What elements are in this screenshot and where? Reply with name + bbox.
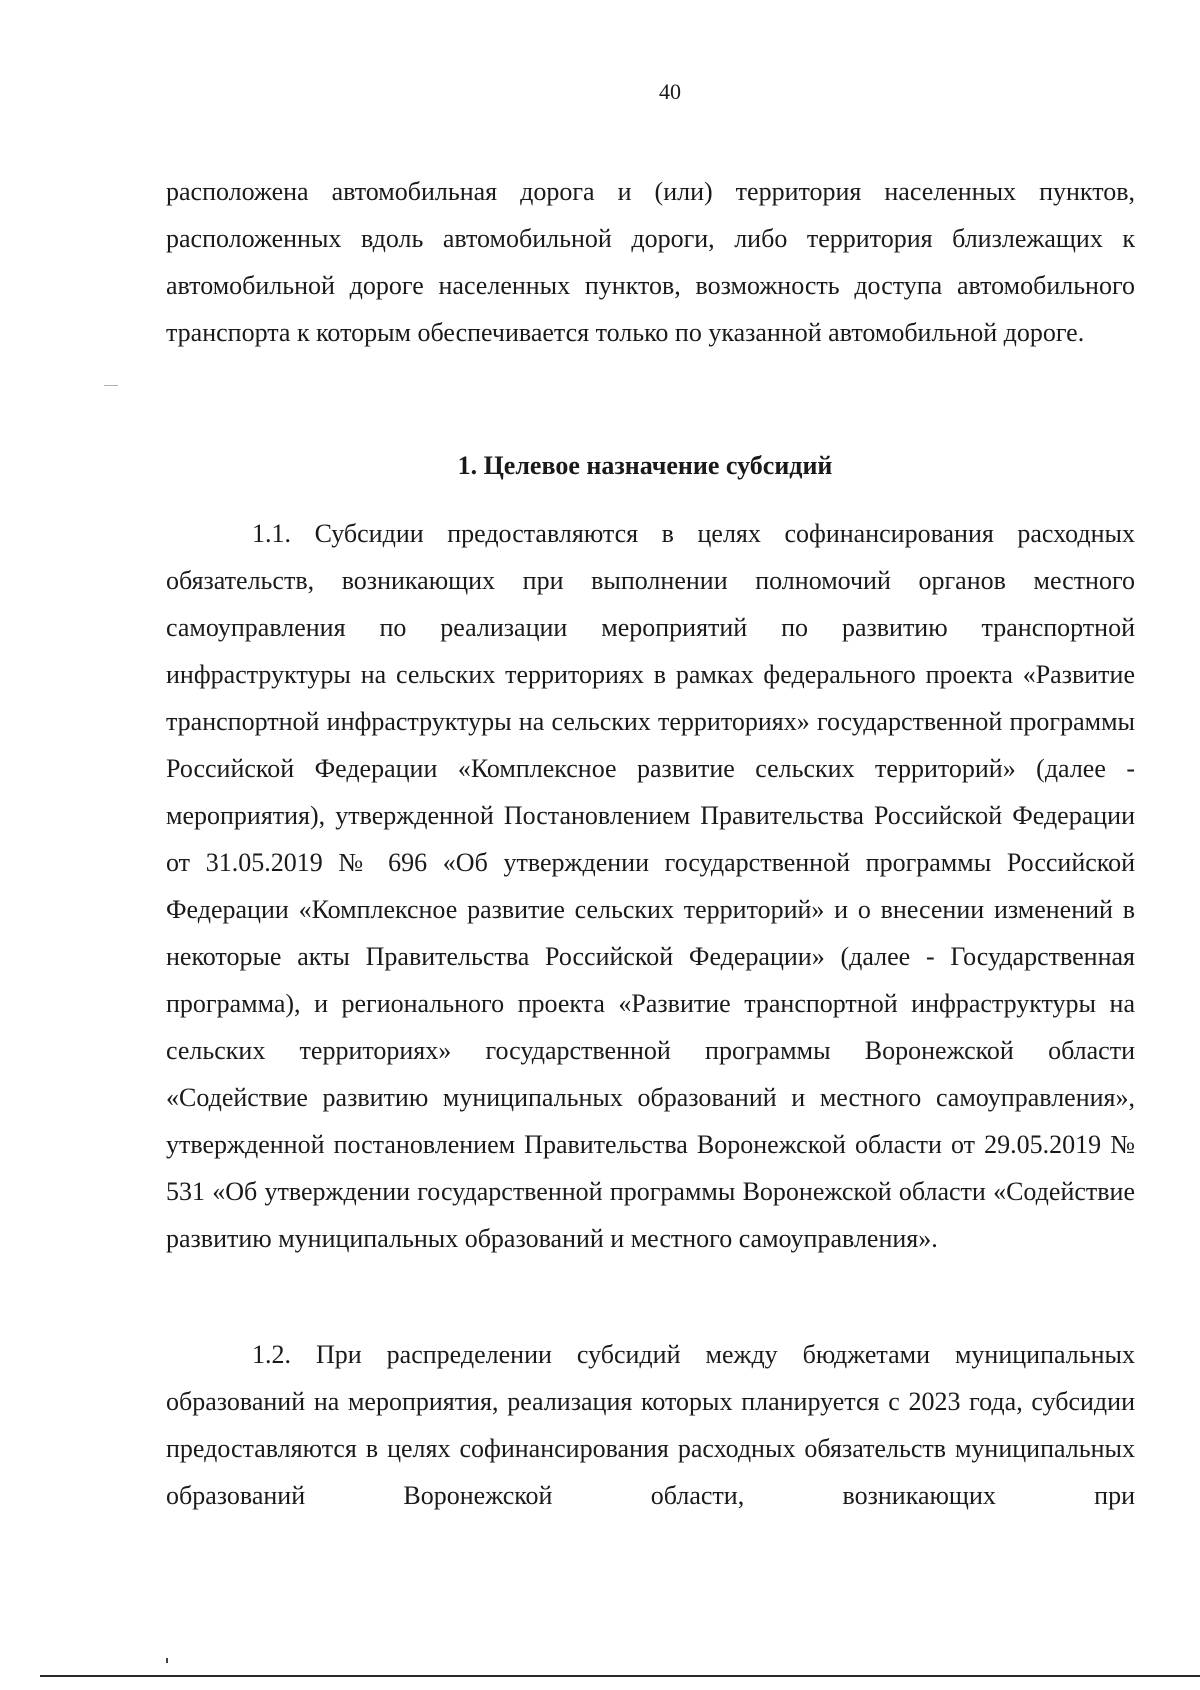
page-bottom-edge bbox=[40, 1675, 1200, 1677]
paragraph-1-2: 1.2. При распределении субсидий между бюджетами муниципальных образований на мероприятия, реализация которых планируется с 2023 года, субсидии предоставляются в целях софинансирования расходных обязательств муниципальных образований Воронежской области, возникающих при bbox=[166, 1340, 1135, 1510]
intro-paragraph: расположена автомобильная дорога и (или) территория населенных пунктов, расположенных вдоль автомобильной дороги, либо территория близлежащих к автомобильной дороге населенных пунктов, возможность доступа автомобильного транспорта к которым обеспечивается только по указанной автомобильной дороге. bbox=[166, 177, 1135, 347]
paragraph-1-1: 1.1. Субсидии предоставляются в целях софинансирования расходных обязательств, возникающих при выполнении полномочий органов местного самоуправления по реализации мероприятий по развитию транспортной инфраструктуры на сельских территориях в рамках федерального проекта «Развитие транспортной инфраструктуры на сельских территориях» государственной программы Российской Федерации «Комплексное развитие сельских территорий» (далее - мероприятия), утвержденной Постановлением Правительства Российской Федерации от 31.05.2019 № 696 «Об утверждении государственной программы Российской Федерации «Комплексное развитие сельских территорий» и о внесении изменений в некоторые акты Правительства Российской Федерации» (далее - Государственная программа), и регионального проекта «Развитие транспортной инфраструктуры на сельских территориях» государственной программы Воронежской области «Содействие развитию муниципальных образований и местного самоуправления», утвержденной постановлением Правительства Воронежской области от 29.05.2019 № 531 «Об утверждении государственной программы Воронежской области «Содействие развитию муниципальных образований и местного самоуправления». bbox=[166, 519, 1135, 1253]
scan-mark bbox=[104, 385, 118, 386]
page-number: 40 bbox=[659, 79, 681, 104]
scan-mark bbox=[166, 1658, 168, 1663]
section-heading: 1. Целевое назначение субсидий bbox=[457, 451, 833, 480]
